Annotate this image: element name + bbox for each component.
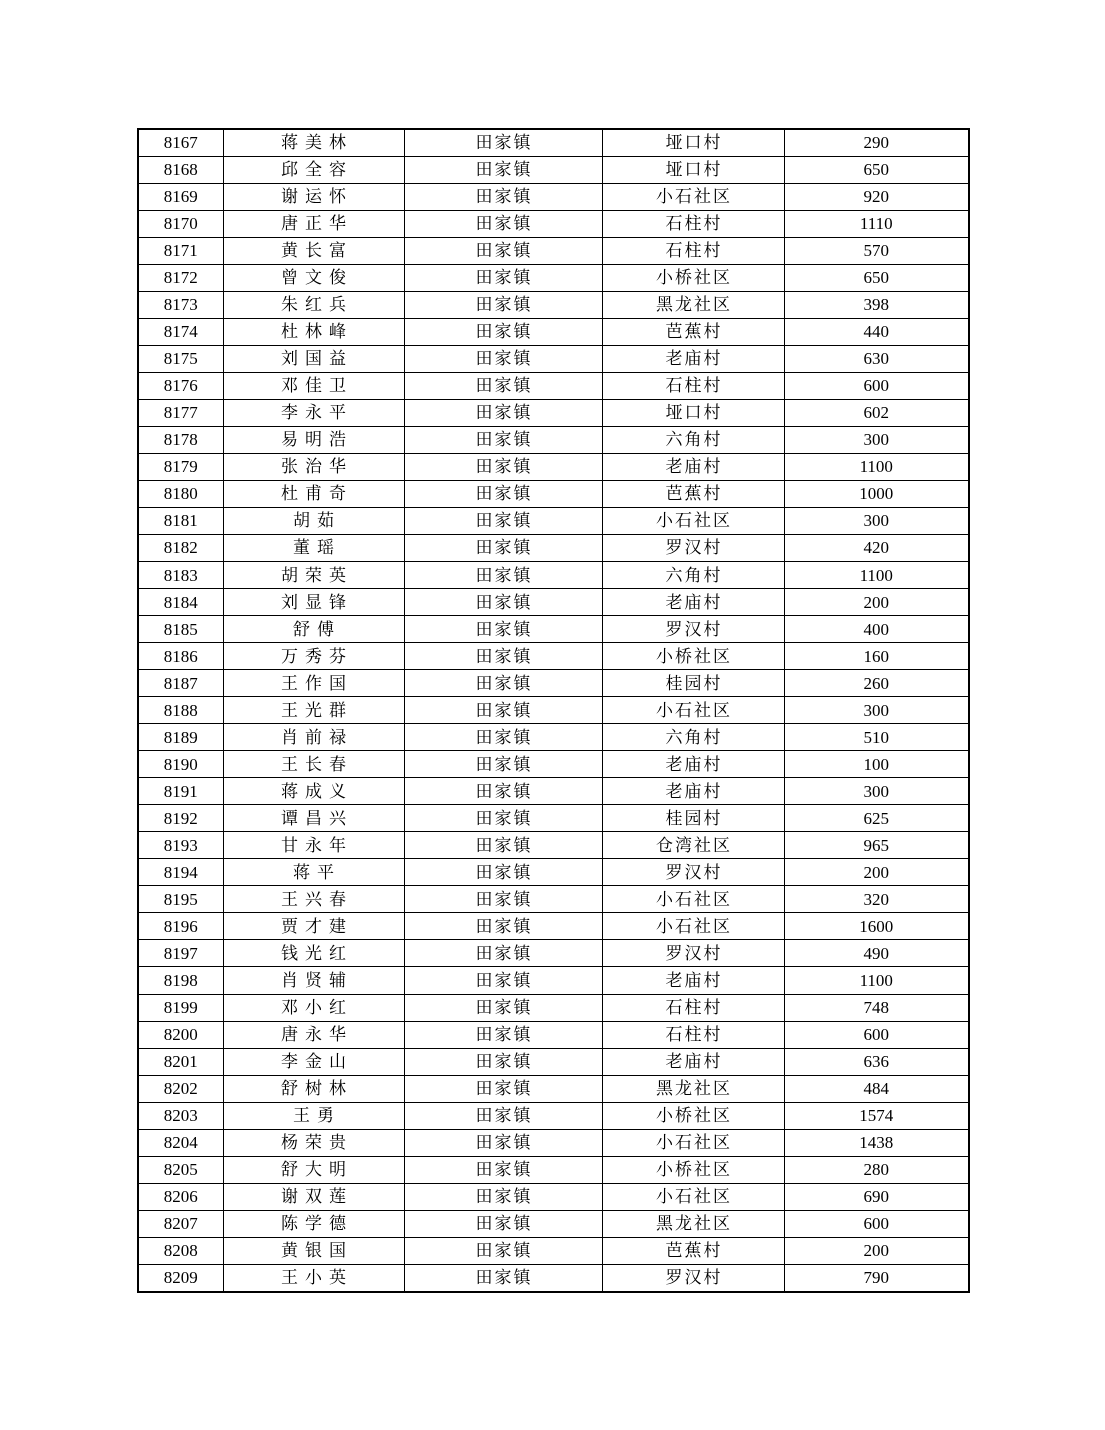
table-row: [138, 1129, 969, 1156]
village-cell: 老庙村: [602, 345, 784, 372]
name-cell: 舒傅: [223, 616, 404, 643]
name-cell: 杨荣贵: [223, 1129, 404, 1156]
village-cell: 小石社区: [602, 183, 784, 210]
village-cell: 六角村: [602, 562, 784, 589]
name-cell: 谢双莲: [223, 1183, 404, 1210]
amount-cell: 570: [784, 237, 969, 264]
village-cell: 老庙村: [602, 1048, 784, 1075]
name-cell: 钱光红: [223, 940, 404, 967]
village-cell: 小桥社区: [602, 1102, 784, 1129]
name-cell: 唐永华: [223, 1021, 404, 1048]
town-cell: 田家镇: [404, 643, 602, 670]
serial-number-cell: 8195: [138, 886, 223, 913]
amount-cell: 100: [784, 751, 969, 778]
table-row: [138, 507, 969, 534]
table-row: [138, 1210, 969, 1237]
table-row: [138, 426, 969, 453]
village-cell: 垭口村: [602, 129, 784, 156]
name-cell: 刘显锋: [223, 589, 404, 616]
amount-cell: 300: [784, 507, 969, 534]
village-cell: 罗汉村: [602, 940, 784, 967]
table-row: [138, 643, 969, 670]
amount-cell: 440: [784, 318, 969, 345]
table-row: [138, 562, 969, 589]
town-cell: 田家镇: [404, 1183, 602, 1210]
table-row: [138, 372, 969, 399]
amount-cell: 510: [784, 724, 969, 751]
name-cell: 胡荣英: [223, 562, 404, 589]
amount-cell: 420: [784, 534, 969, 561]
table-row: [138, 697, 969, 724]
village-cell: 小石社区: [602, 1183, 784, 1210]
amount-cell: 398: [784, 291, 969, 318]
amount-cell: 290: [784, 129, 969, 156]
town-cell: 田家镇: [404, 1102, 602, 1129]
amount-cell: 300: [784, 697, 969, 724]
table-row: [138, 237, 969, 264]
town-cell: 田家镇: [404, 291, 602, 318]
table-row: [138, 751, 969, 778]
serial-number-cell: 8188: [138, 697, 223, 724]
amount-cell: 484: [784, 1075, 969, 1102]
amount-cell: 600: [784, 372, 969, 399]
name-cell: 王勇: [223, 1102, 404, 1129]
town-cell: 田家镇: [404, 426, 602, 453]
table-row: [138, 832, 969, 859]
serial-number-cell: 8185: [138, 616, 223, 643]
village-cell: 小桥社区: [602, 643, 784, 670]
name-cell: 王兴春: [223, 886, 404, 913]
amount-cell: 650: [784, 264, 969, 291]
village-cell: 黑龙社区: [602, 291, 784, 318]
amount-cell: 280: [784, 1156, 969, 1183]
town-cell: 田家镇: [404, 670, 602, 697]
amount-cell: 300: [784, 426, 969, 453]
table-row: [138, 670, 969, 697]
table-row: [138, 156, 969, 183]
village-cell: 桂园村: [602, 670, 784, 697]
town-cell: 田家镇: [404, 832, 602, 859]
name-cell: 万秀芬: [223, 643, 404, 670]
name-cell: 杜甫奇: [223, 480, 404, 507]
town-cell: 田家镇: [404, 210, 602, 237]
table-row: [138, 913, 969, 940]
village-cell: 芭蕉村: [602, 1237, 784, 1264]
town-cell: 田家镇: [404, 724, 602, 751]
town-cell: 田家镇: [404, 562, 602, 589]
village-cell: 小石社区: [602, 697, 784, 724]
village-cell: 小桥社区: [602, 1156, 784, 1183]
table-row: [138, 1264, 969, 1292]
name-cell: 邓佳卫: [223, 372, 404, 399]
serial-number-cell: 8193: [138, 832, 223, 859]
serial-number-cell: 8187: [138, 670, 223, 697]
amount-cell: 690: [784, 1183, 969, 1210]
village-cell: 小石社区: [602, 1129, 784, 1156]
serial-number-cell: 8178: [138, 426, 223, 453]
table-row: [138, 183, 969, 210]
amount-cell: 965: [784, 832, 969, 859]
amount-cell: 1574: [784, 1102, 969, 1129]
table-row: [138, 1156, 969, 1183]
name-cell: 谢运怀: [223, 183, 404, 210]
town-cell: 田家镇: [404, 1210, 602, 1237]
serial-number-cell: 8203: [138, 1102, 223, 1129]
serial-number-cell: 8167: [138, 129, 223, 156]
table-row: [138, 805, 969, 832]
village-cell: 黑龙社区: [602, 1075, 784, 1102]
table-row: [138, 210, 969, 237]
village-cell: 六角村: [602, 724, 784, 751]
table-row: [138, 1183, 969, 1210]
serial-number-cell: 8190: [138, 751, 223, 778]
serial-number-cell: 8172: [138, 264, 223, 291]
village-cell: 罗汉村: [602, 859, 784, 886]
table-row: [138, 994, 969, 1021]
village-cell: 石柱村: [602, 237, 784, 264]
table-row: [138, 886, 969, 913]
town-cell: 田家镇: [404, 859, 602, 886]
town-cell: 田家镇: [404, 129, 602, 156]
table-row: [138, 291, 969, 318]
name-cell: 李永平: [223, 399, 404, 426]
name-cell: 曾文俊: [223, 264, 404, 291]
town-cell: 田家镇: [404, 1048, 602, 1075]
name-cell: 李金山: [223, 1048, 404, 1075]
table-row: [138, 264, 969, 291]
table-row: [138, 1237, 969, 1264]
village-cell: 小石社区: [602, 886, 784, 913]
town-cell: 田家镇: [404, 697, 602, 724]
serial-number-cell: 8170: [138, 210, 223, 237]
amount-cell: 650: [784, 156, 969, 183]
town-cell: 田家镇: [404, 372, 602, 399]
village-cell: 六角村: [602, 426, 784, 453]
table-row: [138, 1075, 969, 1102]
town-cell: 田家镇: [404, 778, 602, 805]
name-cell: 王光群: [223, 697, 404, 724]
table-row: [138, 399, 969, 426]
village-cell: 罗汉村: [602, 616, 784, 643]
town-cell: 田家镇: [404, 967, 602, 994]
serial-number-cell: 8180: [138, 480, 223, 507]
name-cell: 舒树林: [223, 1075, 404, 1102]
town-cell: 田家镇: [404, 616, 602, 643]
table-row: [138, 534, 969, 561]
serial-number-cell: 8181: [138, 507, 223, 534]
name-cell: 胡茹: [223, 507, 404, 534]
town-cell: 田家镇: [404, 264, 602, 291]
town-cell: 田家镇: [404, 1237, 602, 1264]
name-cell: 刘国益: [223, 345, 404, 372]
name-cell: 肖前禄: [223, 724, 404, 751]
name-cell: 蒋美林: [223, 129, 404, 156]
serial-number-cell: 8204: [138, 1129, 223, 1156]
town-cell: 田家镇: [404, 805, 602, 832]
town-cell: 田家镇: [404, 751, 602, 778]
town-cell: 田家镇: [404, 318, 602, 345]
name-cell: 王小英: [223, 1264, 404, 1292]
serial-number-cell: 8186: [138, 643, 223, 670]
roster-table: [137, 128, 970, 1293]
name-cell: 蒋成义: [223, 778, 404, 805]
amount-cell: 636: [784, 1048, 969, 1075]
table-row: [138, 940, 969, 967]
amount-cell: 600: [784, 1021, 969, 1048]
amount-cell: 400: [784, 616, 969, 643]
town-cell: 田家镇: [404, 1075, 602, 1102]
roster-table-body: [138, 129, 969, 1292]
village-cell: 小石社区: [602, 913, 784, 940]
village-cell: 石柱村: [602, 210, 784, 237]
serial-number-cell: 8209: [138, 1264, 223, 1292]
table-row: [138, 129, 969, 156]
serial-number-cell: 8194: [138, 859, 223, 886]
name-cell: 陈学德: [223, 1210, 404, 1237]
serial-number-cell: 8200: [138, 1021, 223, 1048]
serial-number-cell: 8207: [138, 1210, 223, 1237]
table-row: [138, 345, 969, 372]
village-cell: 老庙村: [602, 778, 784, 805]
name-cell: 杜林峰: [223, 318, 404, 345]
table-row: [138, 1048, 969, 1075]
name-cell: 张治华: [223, 453, 404, 480]
village-cell: 小石社区: [602, 507, 784, 534]
serial-number-cell: 8179: [138, 453, 223, 480]
village-cell: 垭口村: [602, 156, 784, 183]
serial-number-cell: 8174: [138, 318, 223, 345]
amount-cell: 1110: [784, 210, 969, 237]
village-cell: 石柱村: [602, 372, 784, 399]
village-cell: 芭蕉村: [602, 318, 784, 345]
serial-number-cell: 8192: [138, 805, 223, 832]
village-cell: 桂园村: [602, 805, 784, 832]
village-cell: 老庙村: [602, 589, 784, 616]
table-row: [138, 1102, 969, 1129]
table-row: [138, 724, 969, 751]
name-cell: 王作国: [223, 670, 404, 697]
name-cell: 贾才建: [223, 913, 404, 940]
serial-number-cell: 8201: [138, 1048, 223, 1075]
amount-cell: 200: [784, 1237, 969, 1264]
serial-number-cell: 8196: [138, 913, 223, 940]
name-cell: 肖贤辅: [223, 967, 404, 994]
town-cell: 田家镇: [404, 453, 602, 480]
name-cell: 邱全容: [223, 156, 404, 183]
name-cell: 蒋平: [223, 859, 404, 886]
table-row: [138, 616, 969, 643]
amount-cell: 490: [784, 940, 969, 967]
town-cell: 田家镇: [404, 886, 602, 913]
town-cell: 田家镇: [404, 940, 602, 967]
amount-cell: 160: [784, 643, 969, 670]
serial-number-cell: 8205: [138, 1156, 223, 1183]
town-cell: 田家镇: [404, 1129, 602, 1156]
serial-number-cell: 8199: [138, 994, 223, 1021]
table-row: [138, 480, 969, 507]
village-cell: 罗汉村: [602, 1264, 784, 1292]
town-cell: 田家镇: [404, 534, 602, 561]
town-cell: 田家镇: [404, 156, 602, 183]
amount-cell: 1100: [784, 453, 969, 480]
name-cell: 舒大明: [223, 1156, 404, 1183]
town-cell: 田家镇: [404, 1156, 602, 1183]
name-cell: 黄银国: [223, 1237, 404, 1264]
village-cell: 芭蕉村: [602, 480, 784, 507]
amount-cell: 1100: [784, 562, 969, 589]
town-cell: 田家镇: [404, 589, 602, 616]
name-cell: 朱红兵: [223, 291, 404, 318]
amount-cell: 790: [784, 1264, 969, 1292]
town-cell: 田家镇: [404, 507, 602, 534]
amount-cell: 320: [784, 886, 969, 913]
serial-number-cell: 8206: [138, 1183, 223, 1210]
serial-number-cell: 8184: [138, 589, 223, 616]
name-cell: 董瑶: [223, 534, 404, 561]
serial-number-cell: 8168: [138, 156, 223, 183]
town-cell: 田家镇: [404, 913, 602, 940]
amount-cell: 630: [784, 345, 969, 372]
serial-number-cell: 8191: [138, 778, 223, 805]
table-row: [138, 967, 969, 994]
amount-cell: 920: [784, 183, 969, 210]
amount-cell: 200: [784, 859, 969, 886]
town-cell: 田家镇: [404, 345, 602, 372]
name-cell: 甘永年: [223, 832, 404, 859]
town-cell: 田家镇: [404, 183, 602, 210]
serial-number-cell: 8208: [138, 1237, 223, 1264]
name-cell: 谭昌兴: [223, 805, 404, 832]
amount-cell: 625: [784, 805, 969, 832]
amount-cell: 748: [784, 994, 969, 1021]
town-cell: 田家镇: [404, 1021, 602, 1048]
serial-number-cell: 8197: [138, 940, 223, 967]
village-cell: 老庙村: [602, 751, 784, 778]
name-cell: 黄长富: [223, 237, 404, 264]
serial-number-cell: 8198: [138, 967, 223, 994]
village-cell: 罗汉村: [602, 534, 784, 561]
town-cell: 田家镇: [404, 1264, 602, 1292]
name-cell: 唐正华: [223, 210, 404, 237]
town-cell: 田家镇: [404, 480, 602, 507]
serial-number-cell: 8202: [138, 1075, 223, 1102]
serial-number-cell: 8169: [138, 183, 223, 210]
village-cell: 小桥社区: [602, 264, 784, 291]
village-cell: 石柱村: [602, 1021, 784, 1048]
amount-cell: 1000: [784, 480, 969, 507]
village-cell: 老庙村: [602, 453, 784, 480]
village-cell: 黑龙社区: [602, 1210, 784, 1237]
amount-cell: 1100: [784, 967, 969, 994]
serial-number-cell: 8177: [138, 399, 223, 426]
serial-number-cell: 8189: [138, 724, 223, 751]
amount-cell: 1600: [784, 913, 969, 940]
name-cell: 邓小红: [223, 994, 404, 1021]
amount-cell: 1438: [784, 1129, 969, 1156]
amount-cell: 300: [784, 778, 969, 805]
village-cell: 老庙村: [602, 967, 784, 994]
table-row: [138, 453, 969, 480]
town-cell: 田家镇: [404, 399, 602, 426]
table-row: [138, 589, 969, 616]
table-row: [138, 778, 969, 805]
serial-number-cell: 8182: [138, 534, 223, 561]
village-cell: 仓湾社区: [602, 832, 784, 859]
village-cell: 石柱村: [602, 994, 784, 1021]
serial-number-cell: 8175: [138, 345, 223, 372]
serial-number-cell: 8176: [138, 372, 223, 399]
table-row: [138, 318, 969, 345]
amount-cell: 260: [784, 670, 969, 697]
name-cell: 王长春: [223, 751, 404, 778]
serial-number-cell: 8171: [138, 237, 223, 264]
name-cell: 易明浩: [223, 426, 404, 453]
amount-cell: 602: [784, 399, 969, 426]
amount-cell: 600: [784, 1210, 969, 1237]
town-cell: 田家镇: [404, 994, 602, 1021]
amount-cell: 200: [784, 589, 969, 616]
table-row: [138, 859, 969, 886]
table-row: [138, 1021, 969, 1048]
serial-number-cell: 8183: [138, 562, 223, 589]
town-cell: 田家镇: [404, 237, 602, 264]
serial-number-cell: 8173: [138, 291, 223, 318]
village-cell: 垭口村: [602, 399, 784, 426]
